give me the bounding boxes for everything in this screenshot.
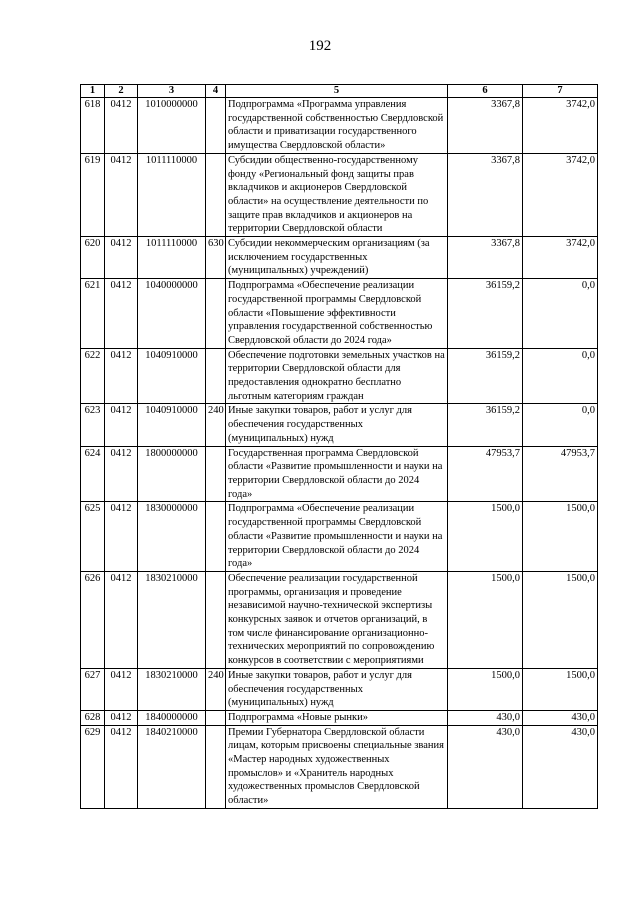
header-cell: 1 (81, 85, 105, 98)
amount-col6: 430,0 (448, 725, 523, 808)
table-row (81, 668, 598, 710)
row-number: 625 (81, 502, 105, 572)
amount-col7: 1500,0 (523, 571, 598, 668)
target-code: 1040910000 (138, 348, 206, 404)
row-number: 620 (81, 237, 105, 279)
row-number: 623 (81, 404, 105, 446)
expense-type (206, 710, 226, 725)
target-code: 1830210000 (138, 668, 206, 710)
amount-col7: 3742,0 (523, 98, 598, 154)
item-name: Субсидии общественно-государственному фонду «Региональный фонд защиты прав вкладчиков и акционеров Свердловской области» на осуществление деятельности по защите прав вкладчиков и акционеров на территории Свердловской области (226, 153, 448, 236)
expense-type (206, 725, 226, 808)
amount-col7: 0,0 (523, 348, 598, 404)
header-cell: 6 (448, 85, 523, 98)
target-code: 1010000000 (138, 98, 206, 154)
amount-col6: 47953,7 (448, 446, 523, 502)
target-code: 1011110000 (138, 153, 206, 236)
item-name: Иные закупки товаров, работ и услуг для обеспечения государственных (муниципальных) нужд (226, 404, 448, 446)
table-row (81, 404, 598, 446)
row-number: 628 (81, 710, 105, 725)
section-code: 0412 (105, 153, 138, 236)
item-name: Подпрограмма «Программа управления государственной собственностью Свердловской области и приватизации государственного имущества Свердловской области» (226, 98, 448, 154)
section-code: 0412 (105, 710, 138, 725)
row-number: 622 (81, 348, 105, 404)
amount-col6: 1500,0 (448, 668, 523, 710)
row-number: 619 (81, 153, 105, 236)
section-code: 0412 (105, 404, 138, 446)
expense-type (206, 153, 226, 236)
item-name: Подпрограмма «Новые рынки» (226, 710, 448, 725)
item-name: Государственная программа Свердловской области «Развитие промышленности и науки на территории Свердловской области до 2024 года» (226, 446, 448, 502)
target-code: 1830000000 (138, 502, 206, 572)
section-code: 0412 (105, 571, 138, 668)
expense-type (206, 502, 226, 572)
table-row (81, 446, 598, 502)
amount-col7: 1500,0 (523, 502, 598, 572)
table-row (81, 153, 598, 236)
section-code: 0412 (105, 279, 138, 349)
expense-type: 630 (206, 237, 226, 279)
amount-col7: 1500,0 (523, 668, 598, 710)
table-row (81, 348, 598, 404)
amount-col6: 36159,2 (448, 348, 523, 404)
header-cell: 5 (226, 85, 448, 98)
amount-col7: 0,0 (523, 404, 598, 446)
amount-col6: 36159,2 (448, 404, 523, 446)
page-number: 192 (308, 38, 332, 54)
item-name: Иные закупки товаров, работ и услуг для обеспечения государственных (муниципальных) нужд (226, 668, 448, 710)
amount-col7: 47953,7 (523, 446, 598, 502)
header-row (81, 85, 598, 98)
target-code: 1040000000 (138, 279, 206, 349)
target-code: 1040910000 (138, 404, 206, 446)
section-code: 0412 (105, 502, 138, 572)
table-row (81, 98, 598, 154)
section-code: 0412 (105, 725, 138, 808)
row-number: 624 (81, 446, 105, 502)
header-cell: 2 (105, 85, 138, 98)
target-code: 1840000000 (138, 710, 206, 725)
expense-type (206, 279, 226, 349)
item-name: Обеспечение подготовки земельных участков на территории Свердловской области для предоставления однократно бесплатно льготным категориям граждан (226, 348, 448, 404)
expense-type (206, 98, 226, 154)
expense-type: 240 (206, 668, 226, 710)
expense-type (206, 571, 226, 668)
amount-col6: 3367,8 (448, 237, 523, 279)
table-row (81, 571, 598, 668)
header-cell: 3 (138, 85, 206, 98)
amount-col7: 430,0 (523, 710, 598, 725)
amount-col7: 430,0 (523, 725, 598, 808)
row-number: 621 (81, 279, 105, 349)
table-row (81, 279, 598, 349)
item-name: Подпрограмма «Обеспечение реализации государственной программы Свердловской области «Развитие промышленности и науки на территории Свердловской области до 2024 года» (226, 502, 448, 572)
header-cell: 7 (523, 85, 598, 98)
section-code: 0412 (105, 237, 138, 279)
item-name: Обеспечение реализации государственной программы, организация и проведение независимой научно-технической экспертизы конкурсных заявок и отчетов организаций, в том числе финансирование организационно-технических мероприятий по сопровождению конкурсов в соответствии с мероприятиями (226, 571, 448, 668)
table-row (81, 237, 598, 279)
amount-col7: 0,0 (523, 279, 598, 349)
budget-table (80, 84, 598, 809)
table-row (81, 710, 598, 725)
target-code: 1840210000 (138, 725, 206, 808)
row-number: 626 (81, 571, 105, 668)
amount-col7: 3742,0 (523, 153, 598, 236)
item-name: Субсидии некоммерческим организациям (за исключением государственных (муниципальных) учреждений) (226, 237, 448, 279)
row-number: 618 (81, 98, 105, 154)
section-code: 0412 (105, 668, 138, 710)
item-name: Подпрограмма «Обеспечение реализации государственной программы Свердловской области «Повышение эффективности управления государственной собственностью Свердловской области до 2024 года» (226, 279, 448, 349)
amount-col6: 36159,2 (448, 279, 523, 349)
target-code: 1011110000 (138, 237, 206, 279)
expense-type: 240 (206, 404, 226, 446)
target-code: 1830210000 (138, 571, 206, 668)
row-number: 627 (81, 668, 105, 710)
expense-type (206, 446, 226, 502)
row-number: 629 (81, 725, 105, 808)
section-code: 0412 (105, 98, 138, 154)
table-row (81, 725, 598, 808)
amount-col6: 3367,8 (448, 153, 523, 236)
section-code: 0412 (105, 446, 138, 502)
target-code: 1800000000 (138, 446, 206, 502)
amount-col6: 1500,0 (448, 571, 523, 668)
expense-type (206, 348, 226, 404)
header-cell: 4 (206, 85, 226, 98)
section-code: 0412 (105, 348, 138, 404)
amount-col6: 1500,0 (448, 502, 523, 572)
item-name: Премии Губернатора Свердловской области лицам, которым присвоены специальные звания «Мастер народных художественных промыслов» и «Хранитель народных художественных промыслов Свердловской области» (226, 725, 448, 808)
amount-col7: 3742,0 (523, 237, 598, 279)
amount-col6: 3367,8 (448, 98, 523, 154)
table-row (81, 502, 598, 572)
amount-col6: 430,0 (448, 710, 523, 725)
